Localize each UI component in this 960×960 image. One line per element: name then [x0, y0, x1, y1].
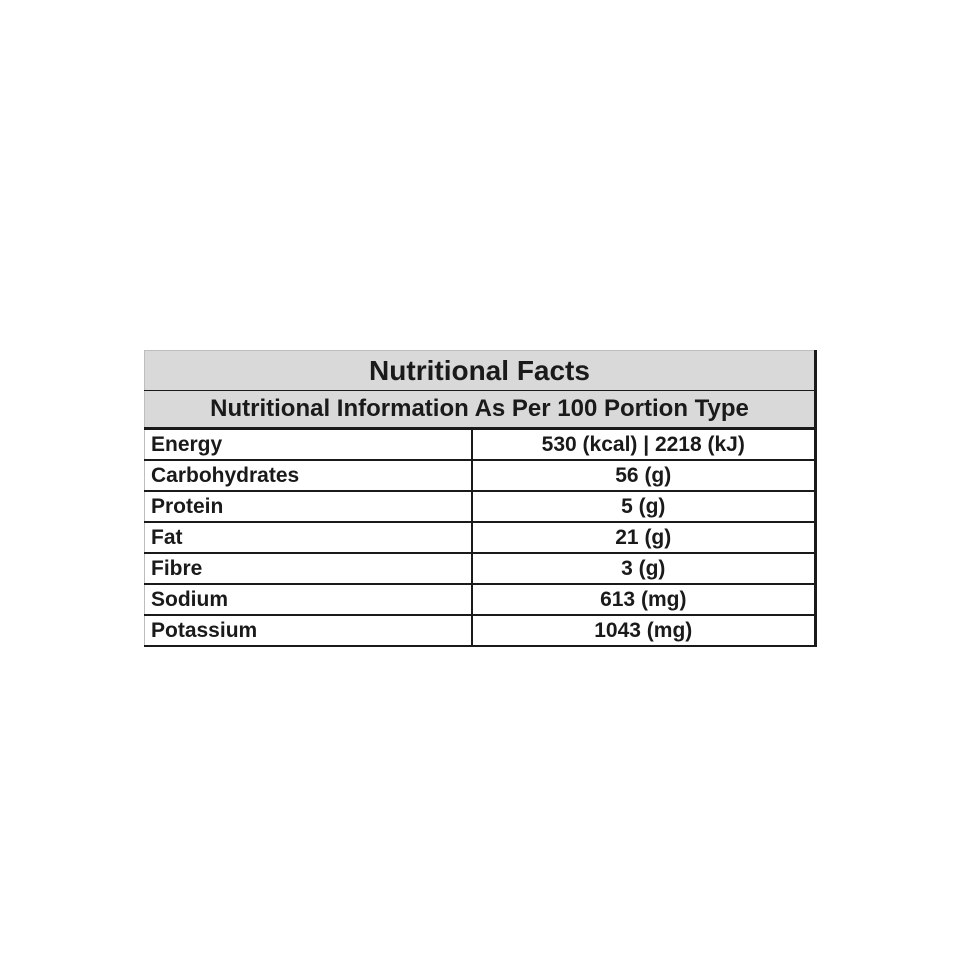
nutrient-name: Energy [145, 429, 472, 461]
nutrient-value: 1043 (mg) [472, 615, 816, 646]
table-row [145, 460, 816, 491]
nutrient-value: 21 (g) [472, 522, 816, 553]
title-row [145, 351, 816, 391]
nutrient-value: 530 (kcal) | 2218 (kJ) [472, 429, 816, 461]
nutrient-name: Fat [145, 522, 472, 553]
nutrient-value: 56 (g) [472, 460, 816, 491]
table-subtitle: Nutritional Information As Per 100 Portion Type [145, 391, 816, 429]
nutrient-value: 5 (g) [472, 491, 816, 522]
nutrient-name: Fibre [145, 553, 472, 584]
nutrient-name: Potassium [145, 615, 472, 646]
nutrient-name: Carbohydrates [145, 460, 472, 491]
table-row [145, 429, 816, 461]
nutrient-value: 3 (g) [472, 553, 816, 584]
table-row [145, 553, 816, 584]
nutrition-facts-table [144, 350, 817, 647]
table-title: Nutritional Facts [145, 351, 816, 391]
table-row [145, 584, 816, 615]
nutrient-value: 613 (mg) [472, 584, 816, 615]
table-row [145, 491, 816, 522]
table-row [145, 615, 816, 646]
subtitle-row [145, 391, 816, 429]
nutrient-name: Sodium [145, 584, 472, 615]
table-row [145, 522, 816, 553]
nutrient-name: Protein [145, 491, 472, 522]
